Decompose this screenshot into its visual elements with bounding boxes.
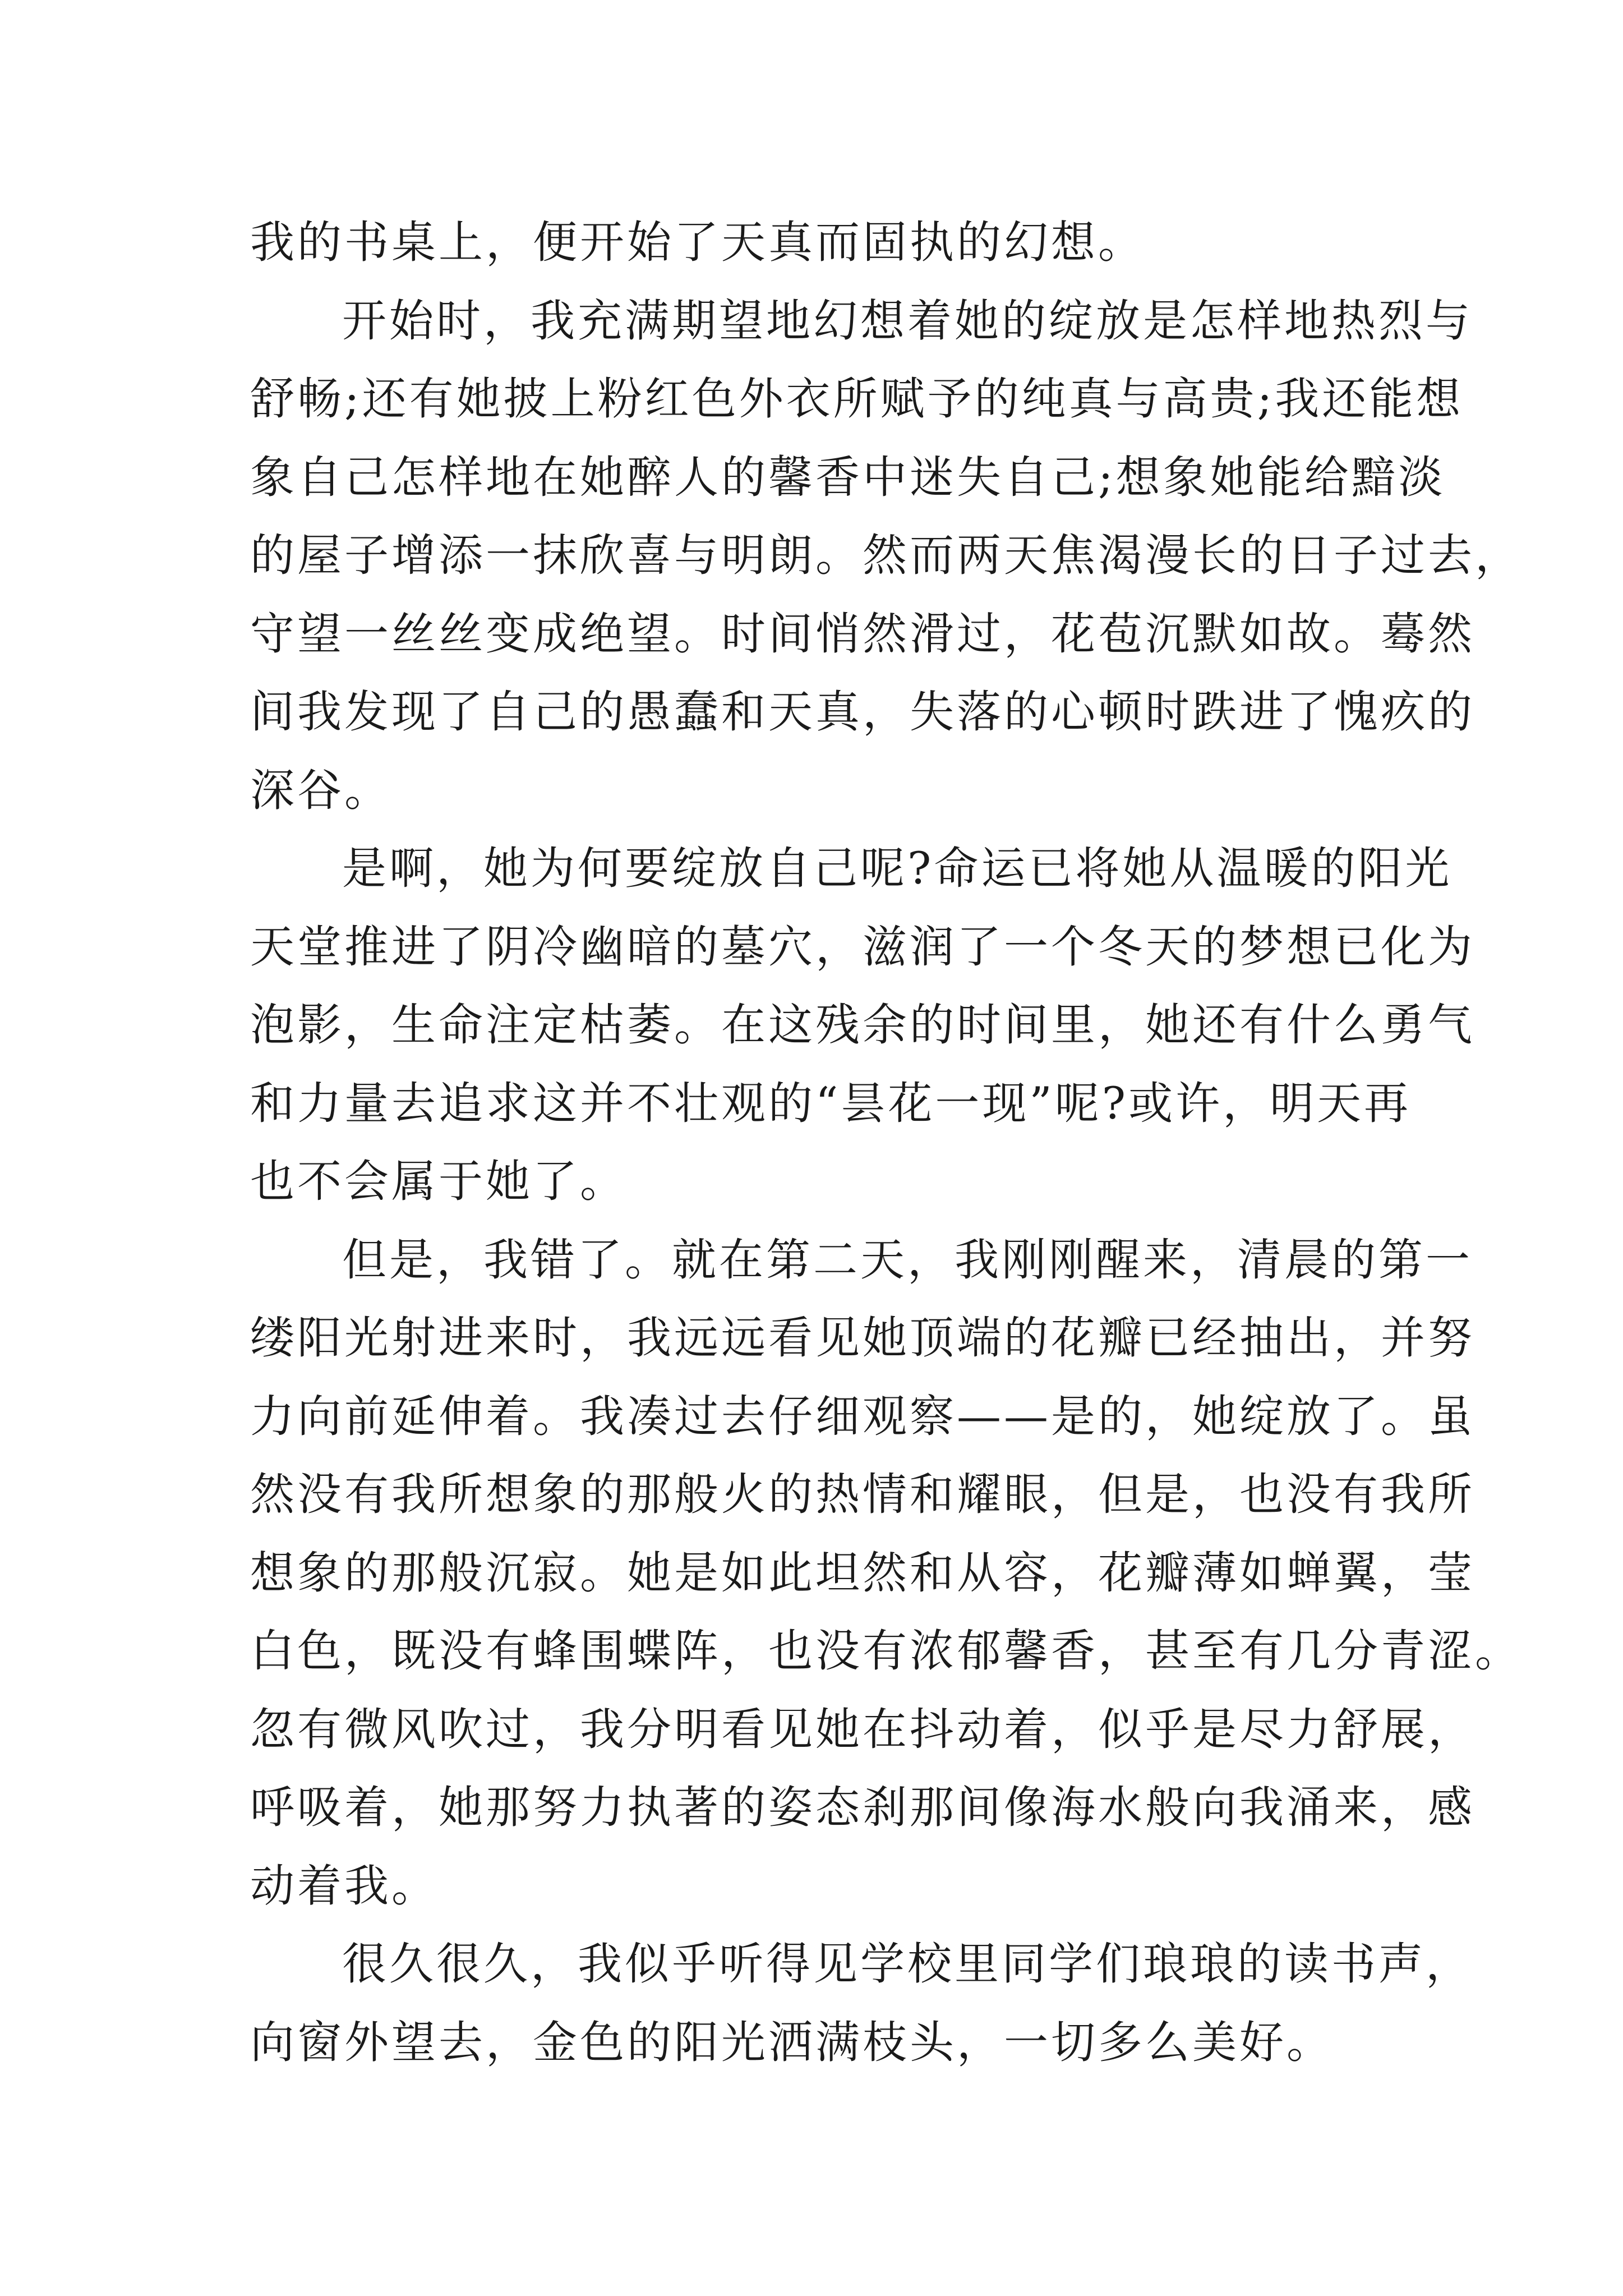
paragraph-3 <box>250 830 1475 1221</box>
text-line: 向窗外望去，金色的阳光洒满枝头，一切多么美好。 <box>250 2016 1334 2068</box>
text-line: 天堂推进了阴冷幽暗的墓穴，滋润了一个冬天的梦想已化为 <box>250 921 1475 973</box>
text-line: 我的书桌上，便开始了天真而固执的幻想。 <box>250 217 1145 268</box>
text-line: 是啊，她为何要绽放自己呢?命运已将她从温暖的阳光 <box>342 843 1453 894</box>
text-line: 开始时，我充满期望地幻想着她的绽放是怎样地热烈与 <box>342 295 1473 347</box>
text-line: 呼吸着，她那努力执著的姿态刹那间像海水般向我涌来，感 <box>250 1782 1475 1833</box>
text-line: 舒畅;还有她披上粉红色外衣所赋予的纯真与高贵;我还能想 <box>250 373 1464 425</box>
paragraph-2 <box>250 282 1522 830</box>
text-line: 想象的那般沉寂。她是如此坦然和从容，花瓣薄如蝉翼，莹 <box>250 1547 1475 1599</box>
text-line: 动着我。 <box>250 1860 439 1912</box>
text-line: 忽有微风吹过，我分明看见她在抖动着，似乎是尽力舒展， <box>250 1703 1475 1755</box>
text-line: 深谷。 <box>250 764 391 816</box>
text-line: 的屋子增添一抹欣喜与明朗。然而两天焦渴漫长的日子过去， <box>250 530 1522 581</box>
text-line: 间我发现了自己的愚蠢和天真，失落的心顿时跌进了愧疚的 <box>250 686 1475 738</box>
text-line: 也不会属于她了。 <box>250 1156 627 1207</box>
document-body <box>250 204 1522 2082</box>
text-line: 很久很久，我似乎听得见学校里同学们琅琅的读书声， <box>342 1938 1473 1990</box>
text-line: 象自己怎样地在她醉人的馨香中迷失自己;想象她能给黯淡 <box>250 451 1446 503</box>
text-line: 泡影，生命注定枯萎。在这残余的时间里，她还有什么勇气 <box>250 999 1475 1051</box>
paragraph-1 <box>250 204 1389 282</box>
text-line: 白色，既没有蜂围蝶阵，也没有浓郁馨香，甚至有几分青涩。 <box>250 1625 1522 1677</box>
text-line: 缕阳光射进来时，我远远看见她顶端的花瓣已经抽出，并努 <box>250 1312 1475 1364</box>
text-line: 和力量去追求这并不壮观的“昙花一现”呢?或许，明天再 <box>250 1077 1412 1129</box>
text-line: 然没有我所想象的那般火的热情和耀眼，但是，也没有我所 <box>250 1469 1475 1520</box>
text-line: 守望一丝丝变成绝望。时间悄然滑过，花苞沉默如故。蓦然 <box>250 608 1475 660</box>
text-line: 力向前延伸着。我凑过去仔细观察——是的，她绽放了。虽 <box>250 1390 1475 1442</box>
paragraph-5 <box>250 1925 1473 2082</box>
text-line: 但是，我错了。就在第二天，我刚刚醒来，清晨的第一 <box>342 1234 1473 1286</box>
paragraph-4 <box>250 1221 1522 1926</box>
